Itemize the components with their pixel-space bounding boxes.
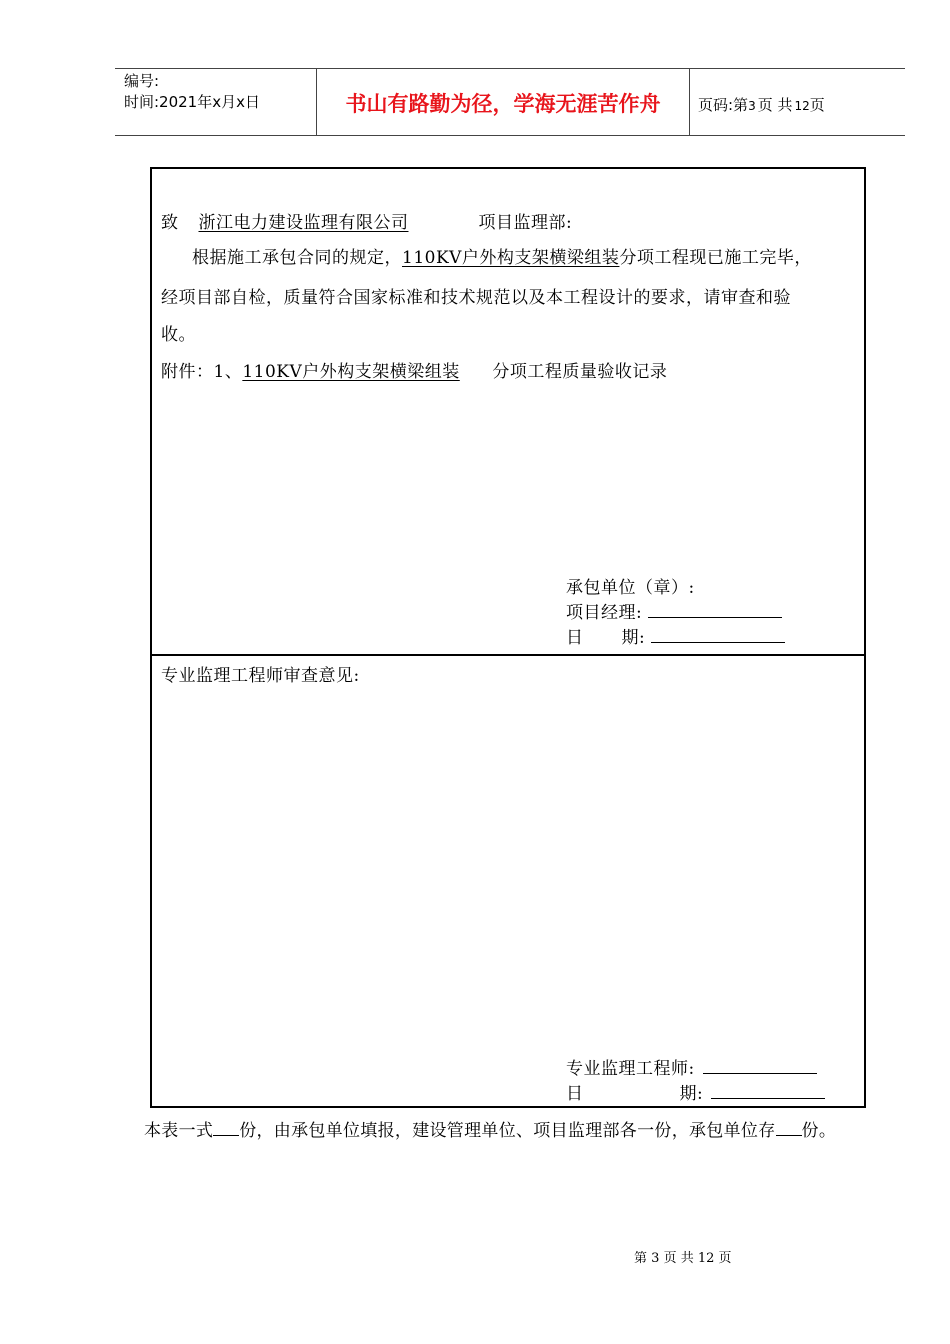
footer-page-number	[634, 1247, 732, 1266]
footer-page-total: 12	[697, 1251, 715, 1266]
header-page-total: 12	[794, 99, 810, 113]
letter-body-line-3: 收。	[161, 325, 196, 345]
serial-number-label: 编号:	[124, 72, 160, 90]
engineer-label: 专业监理工程师:	[566, 1059, 695, 1079]
header-page-indicator	[698, 94, 825, 115]
header-top-rule	[115, 68, 905, 69]
copies-note-part-3: 份。	[801, 1121, 837, 1141]
letter-project-name: 110KV户外构支架横梁组装	[402, 248, 620, 268]
engineer-signature-row	[566, 1054, 817, 1079]
letter-recipient-line	[161, 208, 572, 233]
letter-attachment-line	[161, 357, 667, 382]
footer-page-current: 3	[651, 1251, 660, 1266]
copies-note	[144, 1116, 836, 1141]
letter-recipient-suffix: 项目监理部:	[478, 213, 573, 233]
copies-total-blank[interactable]	[213, 1120, 239, 1136]
header-time: 时间:2021年x月x日	[124, 93, 260, 111]
review-date-label-2: 期:	[679, 1084, 704, 1104]
copies-note-part-2: 份，由承包单位填报，建设管理单位、项目监理部各一份，承包单位存	[239, 1121, 776, 1141]
header-bottom-rule	[115, 135, 905, 136]
review-date-blank[interactable]	[711, 1083, 825, 1099]
contractor-date-label-2: 期:	[621, 628, 646, 648]
project-manager-label: 项目经理:	[566, 603, 643, 623]
contractor-date-blank[interactable]	[651, 627, 785, 643]
attachment-project-name: 110KV户外构支架横梁组装	[242, 362, 460, 382]
project-manager-signature-blank[interactable]	[648, 602, 782, 618]
form-section-divider	[150, 654, 866, 656]
contractor-date-label-1: 日	[566, 628, 584, 648]
letter-body-rest: 分项工程现已施工完毕，	[619, 248, 812, 268]
review-date-label-1: 日	[566, 1084, 584, 1104]
review-opinion-title: 专业监理工程师审查意见:	[161, 666, 360, 686]
review-date-row	[566, 1079, 825, 1104]
letter-body-prefix: 根据施工承包合同的规定，	[192, 248, 402, 268]
copies-kept-blank[interactable]	[776, 1120, 802, 1136]
contractor-date-row	[566, 623, 785, 648]
engineer-signature-blank[interactable]	[703, 1058, 817, 1074]
letter-body-line-2: 经项目部自检，质量符合国家标准和技术规范以及本工程设计的要求，请审查和验	[161, 288, 791, 308]
footer-page-prefix: 第	[634, 1251, 648, 1266]
header-page-suffix: 页	[809, 96, 825, 114]
letter-body-line-1	[192, 243, 812, 268]
copies-note-part-1: 本表一式	[144, 1121, 214, 1141]
header-page-mid: 页 共	[757, 96, 793, 114]
header-motto: 书山有路勤为径，学海无涯苦作舟	[345, 92, 661, 116]
attachment-prefix: 附件：1、	[161, 362, 243, 382]
project-manager-row	[566, 598, 782, 623]
attachment-suffix: 分项工程质量验收记录	[492, 362, 668, 382]
letter-to-prefix: 致	[161, 213, 179, 233]
letter-recipient-name: 浙江电力建设监理有限公司	[198, 213, 409, 233]
footer-page-mid: 页 共	[663, 1251, 694, 1266]
header-page-current: 3	[748, 99, 756, 113]
contractor-seal-label: 承包单位（章）:	[566, 578, 695, 598]
header-page-label: 页码:第	[698, 96, 749, 114]
footer-page-suffix: 页	[718, 1251, 732, 1266]
